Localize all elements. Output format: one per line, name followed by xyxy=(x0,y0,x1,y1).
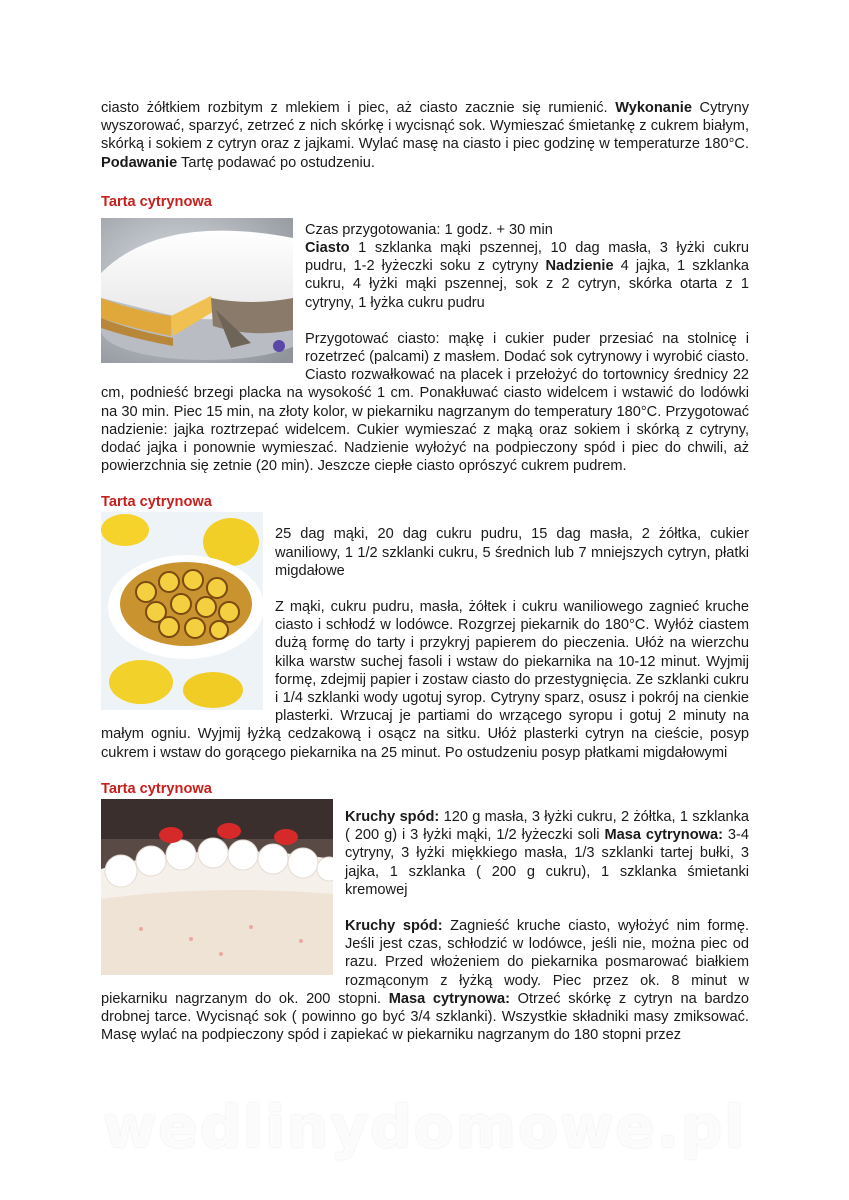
document-page xyxy=(101,99,749,1044)
intro-paragraph: ciasto żółtkiem rozbitym z mlekiem i piec, aż ciasto zacznie się rumienić. Wykonanie Cytryny wyszorować, sparzyć, zetrzeć z nich skórkę i wycisnąć sok. Wymieszać śmietankę z cukrem białym, skórką i sokiem z cytryn oraz z jajkami. Wylać masę na ciasto i piec godzinę w temperaturze 180°C. Podawanie Tartę podawać po ostudzeniu. xyxy=(101,100,749,171)
recipe-3 xyxy=(101,780,749,1044)
recipe-1 xyxy=(101,193,749,476)
recipe-title: Tarta cytrynowa xyxy=(101,193,212,210)
recipe-1-time: Czas przygotowania: 1 godz. + 30 min xyxy=(305,221,553,238)
recipe-2 xyxy=(101,493,749,761)
recipe-title: Tarta cytrynowa xyxy=(101,780,212,797)
lemon-tart-slices-photo xyxy=(101,512,263,710)
meringue-tart-photo xyxy=(101,799,333,975)
recipe-3-ingredients: Kruchy spód: 120 g masła, 3 łyżki cukru, 2 żółtka, 1 szklanka ( 200 g) i 3 łyżki mąki, 1/2 łyżeczki soli Masa cytrynowa: 3-4 cytryny, 3 łyżki miękkiego masła, 1/3 szklanki tartej bułki, 3 jajka, 1 szklanka ( 200 g cukru), 1 szklanka śmietanki kremowej xyxy=(345,808,750,898)
recipe-1-ingredients: Ciasto 1 szklanka mąki pszennej, 10 dag masła, 3 łyżki cukru pudru, 1-2 łyżeczki soku z cytryny Nadzienie 4 jajka, 1 szklanka cukru, 4 łyżki mąki pszennej, sok z 2 cytryn, skórka otarta z 1 cytryny, 1 łyżka cukru pudru xyxy=(305,240,749,311)
recipe-2-ingredients: 25 dag mąki, 20 dag cukru pudru, 15 dag masła, 2 żółtka, cukier waniliowy, 1 1/2 szklanki cukru, 5 średnich lub 7 mniejszych cytryn, płatki migdałowe xyxy=(275,526,749,579)
recipe-1-method: Przygotować ciasto: mąkę i cukier puder przesiać na stolnicę i rozetrzeć (palcami) z masłem. Dodać sok cytrynowy i wyrobić ciasto. Ciasto rozwałkować na placek i przełożyć do tortownicy średnicy 22 cm, podnieść brzegi placka na wysokość 1 cm. Ponakłuwać ciasto widelcem i wstawić do lodówki na 30 min. Piec 15 min, na złoty kolor, w piekarniku nagrzanym do temperatury 180°C. Przygotować nadzienie: jajka roztrzepać widelcem. Cukier wymieszać z mąką oraz sokiem i skórką z cytryny, dodać jajka i ponownie wymieszać. Nadzienie wyłożyć na podpieczony spód i piec do chwili, aż powierzchnia się zetnie (20 min). Jeszcze ciepłe ciasto oprószyć cukrem pudrem. xyxy=(101,330,749,475)
lemon-tart-photo xyxy=(101,218,293,363)
recipe-3-method: Kruchy spód: Zagnieść kruche ciasto, wyłożyć nim formę. Jeśli jest czas, schłodzić w lodówce, jeśli nie, można piec od razu. Przed włożeniem do piekarnika posmarować białkiem rozmąconym z łyżką wody. Piec przez ok. 8 minut w piekarniku nagrzanym do ok. 200 stopni. Masa cytrynowa: Otrzeć skórkę z cytryn na bardzo drobnej tarce. Wycisnąć sok ( powinno go być 3/4 szklanki). Wszystkie składniki masy zmiksować. Masę wylać na podpieczony spód i zapiekać w piekarniku nagrzanym do 180 stopni przez xyxy=(101,917,750,1044)
recipe-2-method: Z mąki, cukru pudru, masła, żółtek i cukru waniliowego zagnieć kruche ciasto i schłodź w lodówce. Rozgrzej piekarnik do 180°C. Wyłóż ciastem dużą formę do tarty i przykryj papierem do pieczenia. Ułóż na wierzchu kilka warstw suchej fasoli i wstaw do piekarnika na 10-12 minut. Wyjmij formę, zdejmij papier i zostaw ciasto do przestygnięcia. Ze szklanki cukru i 1/4 szklanki wody ugotuj syrop. Cytryny sparz, osusz i pokrój na cienkie plasterki. Wrzucaj je partiami do wrzącego syropu i gotuj 2 minuty na małym ogniu. Wyjmij łyżką cedzakową i osącz na sitku. Ułóż plasterki cytryn na cieście, posyp cukrem i wstaw do gorącego piekarnika na 25 minut. Po ostudzeniu posyp płatkami migdałowymi xyxy=(101,599,749,761)
watermark: wedlinydomowe.pl xyxy=(102,1093,747,1161)
recipe-title: Tarta cytrynowa xyxy=(101,494,212,511)
